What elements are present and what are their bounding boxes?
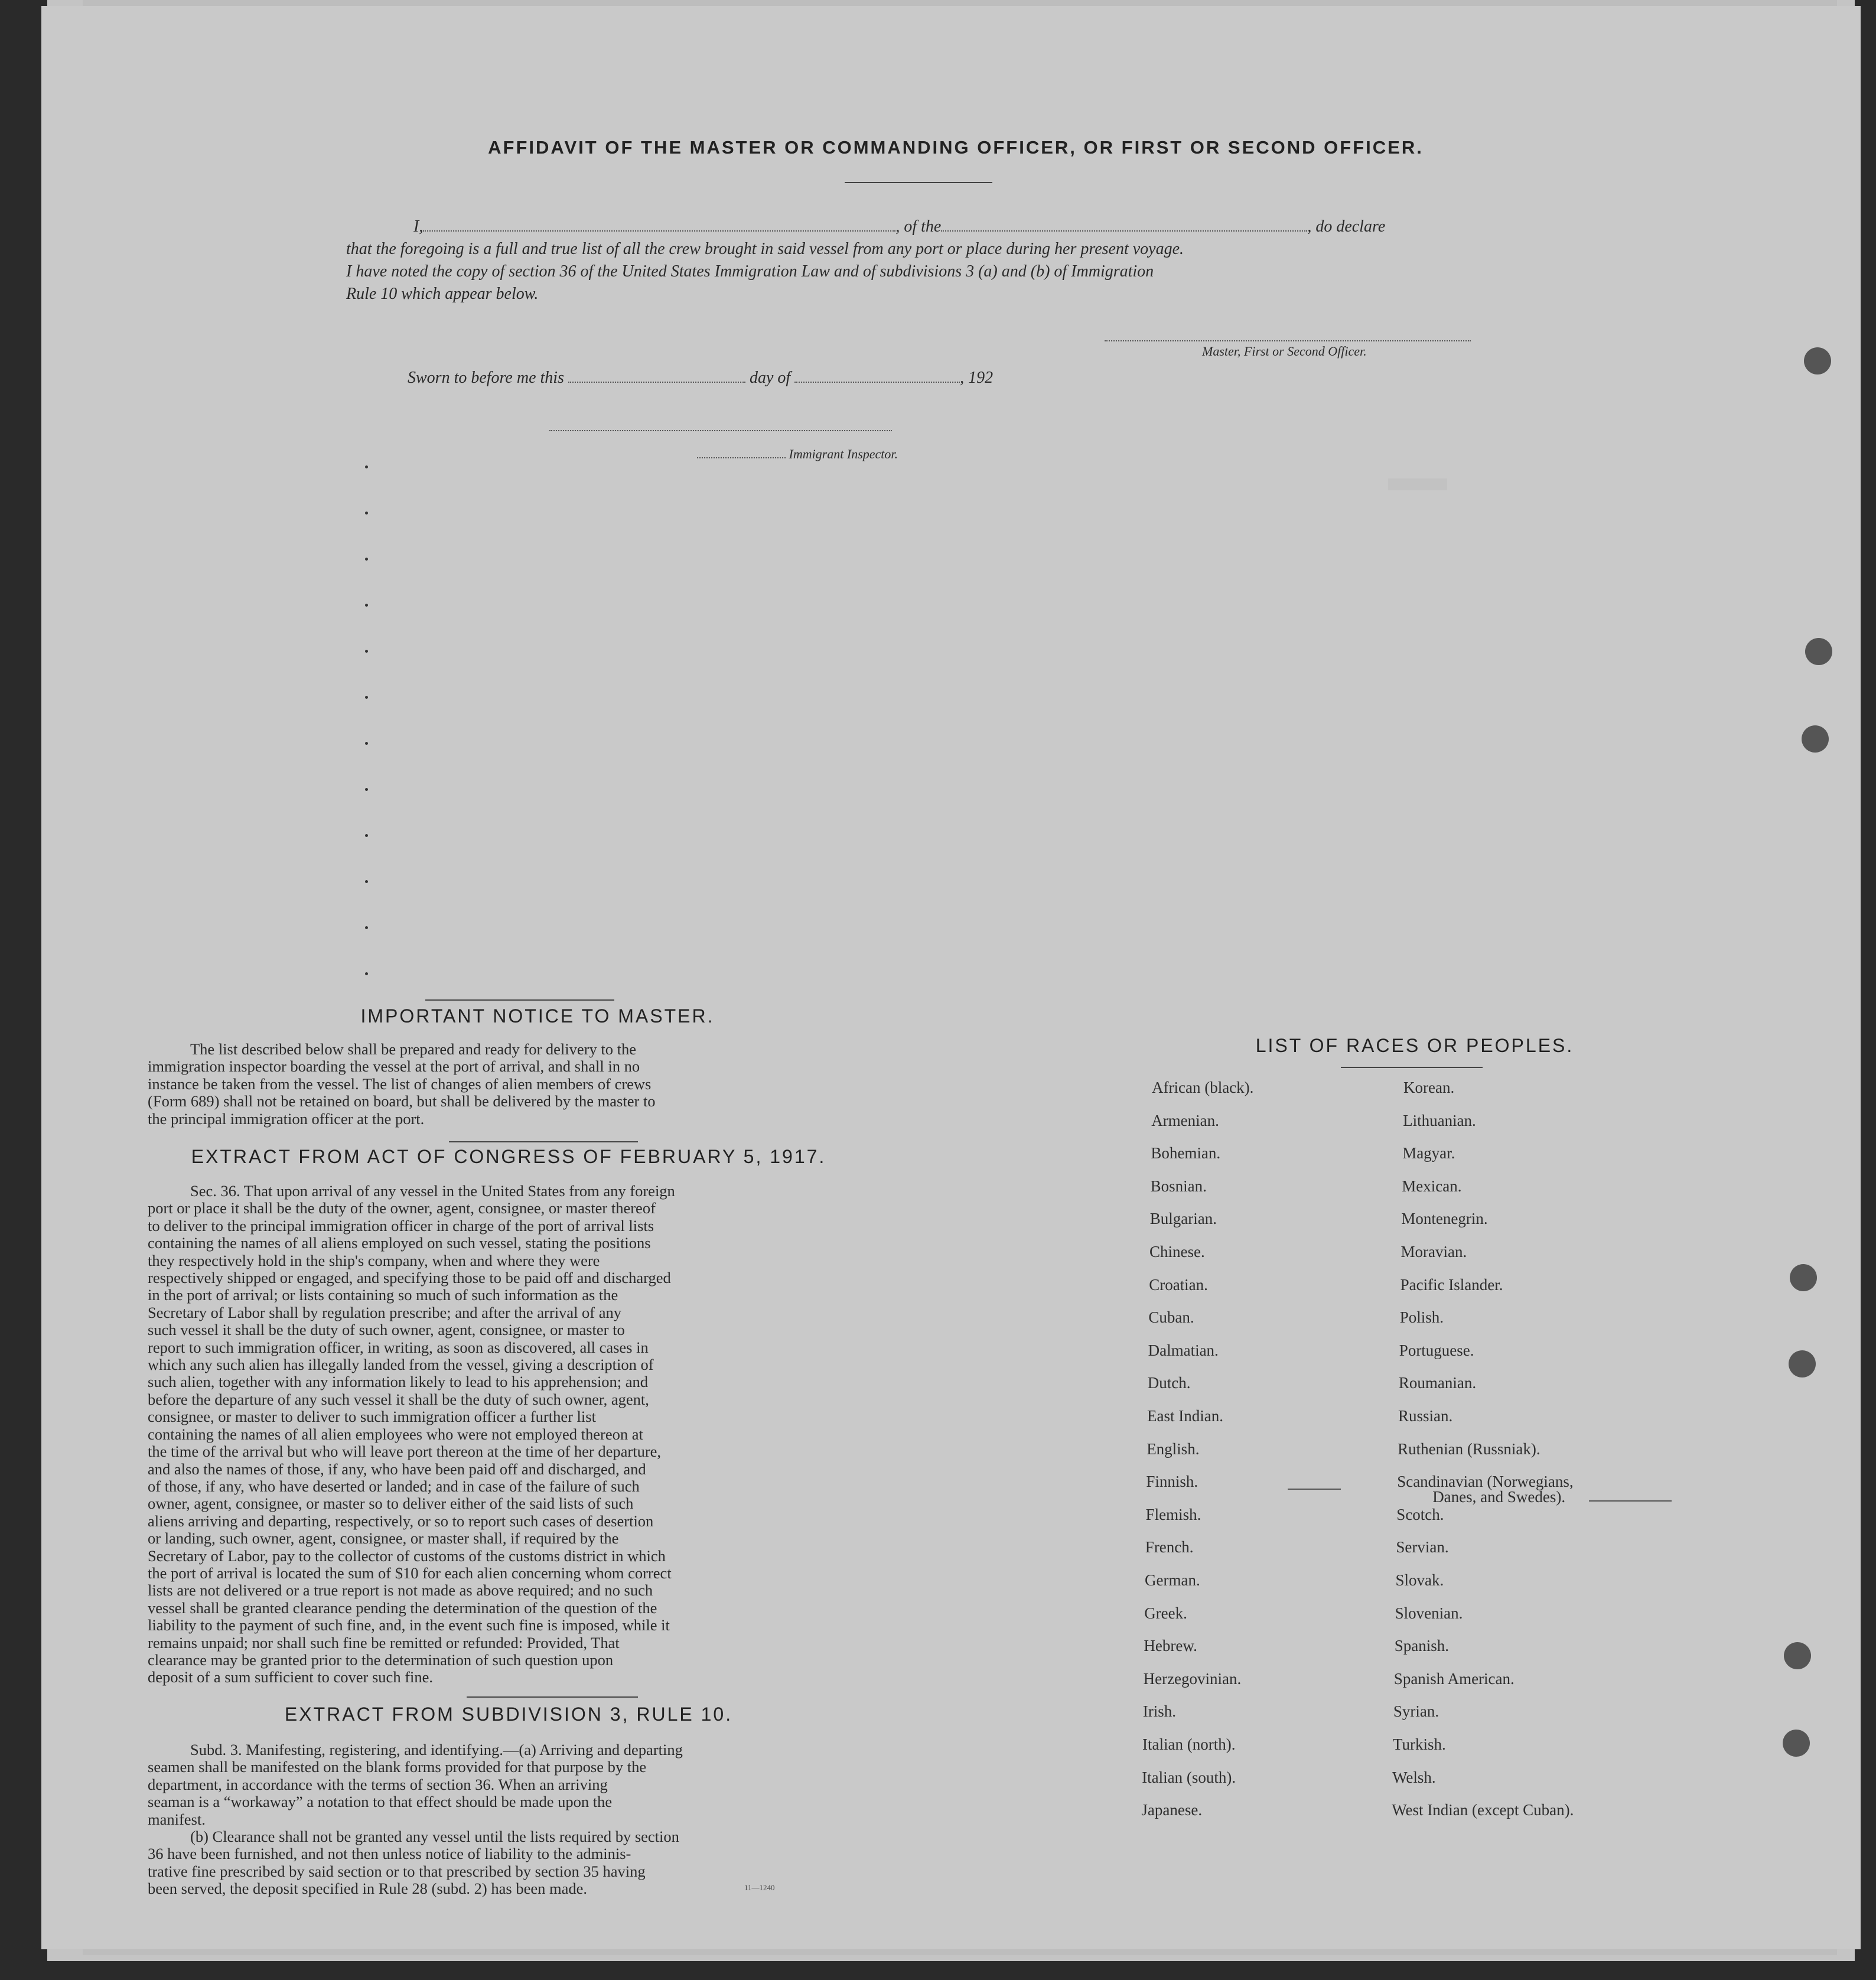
inspector-signature-row [697,447,898,462]
race-item: Danes, and Swedes). [1432,1488,1566,1506]
ghost-dot [365,926,368,929]
race-item: Slovenian. [1395,1604,1463,1622]
ghost-dot [365,696,368,699]
race-item: Herzegovinian. [1143,1669,1242,1688]
race-item: Magyar. [1402,1144,1455,1162]
act-line: such alien, together with any information likely to lead to his apprehension; and [148,1373,649,1391]
act-line: Secretary of Labor, pay to the collector of customs of the customs district in which [148,1546,666,1565]
notice-line: immigration inspector boarding the vessel at the port of arrival, and shall in no [148,1057,640,1076]
act-line: before the departure of any such vessel it shall be the duty of such owner, agent, [148,1390,649,1408]
binder-hole [1805,638,1832,665]
race-item: Spanish American. [1393,1669,1515,1688]
race-item: Syrian. [1393,1702,1439,1721]
ghost-dot [365,834,368,837]
race-item: West Indian (except Cuban). [1392,1801,1574,1819]
race-item: East Indian. [1147,1407,1223,1425]
notice-title: IMPORTANT NOTICE TO MASTER. [360,1005,715,1027]
race-item: English. [1147,1440,1200,1458]
races-title: LIST OF RACES OR PEOPLES. [1255,1035,1574,1056]
rule-body [148,1741,869,1898]
ghost-dot [365,512,368,514]
act-line: vessel shall be granted clearance pending the determination of the question of the [148,1598,657,1617]
race-item: Polish. [1399,1308,1444,1327]
binder-hole [1790,1264,1817,1291]
inspector-signature-label: Immigrant Inspector. [789,447,898,461]
inspector-signature-line [549,426,892,431]
race-item: Bosnian. [1150,1177,1207,1195]
race-item: African (black). [1152,1079,1254,1096]
race-item: Italian (south). [1142,1768,1236,1786]
race-item: Dalmatian. [1148,1341,1219,1359]
rule-line: 36 have been furnished, and not then unless notice of liability to the adminis- [148,1845,631,1863]
binder-hole [1804,347,1831,374]
document-page [41,6,1861,1949]
act-line: owner, agent, consignee, or master so to deliver either of the said lists of such [148,1494,634,1513]
act-line: port or place it shall be the duty of the owner, agent, consignee, or master thereof [148,1199,656,1217]
act-line: lists are not delivered or a true report is not made as above required; and no such [148,1581,653,1600]
affidavit-do-declare: , do declare [1307,217,1386,236]
affidavit-i: I, [413,217,424,236]
sworn-line [408,369,993,387]
master-signature-label: Master, First or Second Officer. [1202,344,1367,359]
rule-line: (b) Clearance shall not be granted any vessel until the lists required by section [190,1828,679,1846]
notice-line: instance be taken from the vessel. The list of changes of alien members of crews [148,1074,652,1093]
act-line: report to such immigration officer, in writing, as soon as discovered, all cases in [148,1338,649,1356]
rule-line: seaman is a “workaway” a notation to that effect should be made upon the [148,1793,613,1811]
ghost-dot [365,788,368,791]
race-item: Cuban. [1148,1308,1194,1327]
scandinavian-dash-rule-2 [1589,1500,1672,1502]
race-item: Portuguese. [1399,1341,1474,1359]
race-item: Scotch. [1396,1505,1444,1523]
race-item: Slovak. [1395,1571,1444,1589]
act-line: of those, if any, who have deserted or landed; and in case of the failure of such [148,1477,640,1495]
race-item: Chinese. [1149,1243,1205,1261]
affidavit-line1 [413,217,1506,236]
affidavit-of-the: , of the [895,217,942,236]
race-item: Finnish. [1146,1473,1198,1491]
race-item: Pacific Islander. [1400,1275,1503,1294]
race-item: Croatian. [1149,1275,1208,1294]
act-line: respectively shipped or engaged, and specifying those to be paid off and discharged [148,1269,671,1287]
race-item: Moravian. [1401,1243,1467,1261]
race-item: Roumanian. [1398,1374,1477,1392]
race-item: Russian. [1398,1407,1453,1425]
act-line: Sec. 36. That upon arrival of any vessel in the United States from any foreign [190,1182,675,1200]
binder-hole [1783,1730,1810,1757]
act-line: such vessel it shall be the duty of such owner, agent, consignee, or master to [148,1321,625,1339]
race-item: Dutch. [1147,1374,1191,1392]
day-of-label: day of [749,369,791,387]
race-item: Scandinavian (Norwegians, [1397,1473,1574,1491]
race-item: Turkish. [1393,1735,1446,1753]
race-item: Lithuanian. [1403,1111,1476,1129]
ghost-dot [365,742,368,745]
race-item: Bohemian. [1151,1144,1221,1162]
affidavit-text-4: Rule 10 which appear below. [346,285,539,303]
rule-line: seamen shall be manifested on the blank forms provided for that purpose by the [148,1758,647,1776]
race-item: Hebrew. [1144,1637,1197,1655]
act-line: containing the names of all aliens employed on such vessel, stating the positions [148,1234,651,1252]
year-label: , 192 [960,369,994,387]
master-signature-line [1105,337,1471,341]
ghost-dot [365,880,368,883]
act-body [148,1183,869,1686]
rule-line: Subd. 3. Manifesting, registering, and identifying.—(a) Arriving and departing [190,1741,683,1758]
binder-hole [1789,1350,1816,1377]
ghost-dot [365,465,368,468]
act-line: containing the names of all alien employees who were not employed thereon at [148,1425,643,1443]
race-item: French. [1145,1538,1194,1556]
affidavit-title-rule [845,182,992,183]
act-line: clearance may be granted prior to the determination of such question upon [148,1650,614,1669]
races-title-rule [1341,1067,1483,1068]
rule-title-rule [467,1696,638,1698]
rule-line: manifest. [148,1810,206,1828]
act-title: EXTRACT FROM ACT OF CONGRESS OF FEBRUARY 5, 1917. [191,1146,826,1167]
notice-line: the principal immigration officer at the port. [148,1109,425,1128]
race-item: Korean. [1403,1079,1455,1096]
race-item: Bulgarian. [1149,1210,1217,1228]
ghost-dot [365,972,368,975]
race-item: German. [1145,1571,1200,1589]
act-line: deposit of a sum sufficient to cover such fine. [148,1668,434,1686]
ghost-bleed [1388,478,1447,490]
act-line: Secretary of Labor shall by regulation prescribe; and after the arrival of any [148,1303,622,1321]
race-item: Italian (north). [1142,1735,1236,1753]
race-item: Flemish. [1145,1505,1201,1523]
sworn-label: Sworn to before me this [408,369,564,387]
race-item: Servian. [1396,1538,1449,1556]
notice-body [148,1041,869,1128]
act-line: and also the names of those, if any, who have been paid off and discharged, and [148,1460,646,1478]
race-item: Montenegrin. [1401,1210,1488,1228]
affidavit-title: AFFIDAVIT OF THE MASTER OR COMMANDING OFFICER, OR FIRST OR SECOND OFFICER. [488,137,1424,158]
act-line: the port of arrival is located the sum of $10 for each alien concerning whom correct [148,1564,672,1582]
ghost-dot [365,604,368,607]
race-item: Welsh. [1392,1768,1436,1786]
binder-hole [1802,725,1829,753]
act-title-rule [449,1141,638,1142]
act-line: aliens arriving and departing, respectively, or so to report such cases of desertion [148,1512,654,1530]
act-line: remains unpaid; nor shall such fine be remitted or refunded: Provided, That [148,1633,620,1652]
form-code: 11—1240 [744,1883,775,1892]
race-item: Ruthenian (Russniak). [1398,1440,1540,1458]
affidavit-text-2: that the foregoing is a full and true list of all the crew brought in said vessel from any port or place during her present voyage. [346,240,1184,258]
act-line: liability to the payment of such fine, and, in the event such fine is imposed, while it [148,1616,670,1634]
rule-line: trative fine prescribed by said section or to that prescribed by section 35 having [148,1862,646,1880]
ghost-dot [365,558,368,561]
race-item: Greek. [1144,1604,1187,1622]
act-line: the time of the arrival but who will leave port thereon at the time of her departure, [148,1442,662,1461]
rule-title: EXTRACT FROM SUBDIVISION 3, RULE 10. [284,1704,733,1725]
notice-line: (Form 689) shall not be retained on board, but shall be delivered by the master to [148,1092,656,1111]
act-line: to deliver to the principal immigration officer in charge of the port of arrival lists [148,1216,654,1235]
rule-line: been served, the deposit specified in Rule 28 (subd. 2) has been made. [148,1880,587,1898]
race-item: Armenian. [1151,1111,1219,1129]
act-line: in the port of arrival; or lists containing so much of such information as the [148,1286,618,1304]
act-line: which any such alien has illegally landed from the vessel, giving a description of [148,1356,654,1374]
affidavit-text-3: I have noted the copy of section 36 of the United States Immigration Law and of subdivisions 3 (a) and (b) of Immigration [346,262,1154,281]
scandinavian-dash-rule [1288,1489,1341,1490]
race-item: Mexican. [1402,1177,1462,1195]
notice-title-rule [425,999,614,1001]
notice-line: The list described below shall be prepared and ready for delivery to the [190,1040,636,1058]
rule-line: department, in accordance with the terms of section 36. When an arriving [148,1775,608,1793]
race-item: Spanish. [1394,1637,1449,1655]
act-line: consignee, or master to deliver to such immigration officer a further list [148,1408,596,1426]
act-line: or landing, such owner, agent, consignee, or master shall, if required by the [148,1529,619,1548]
binder-hole [1784,1642,1811,1669]
race-item: Irish. [1142,1702,1177,1721]
ghost-dot [365,650,368,653]
act-line: they respectively hold in the ship's company, when and where they were [148,1251,600,1269]
race-item: Japanese. [1141,1801,1203,1819]
